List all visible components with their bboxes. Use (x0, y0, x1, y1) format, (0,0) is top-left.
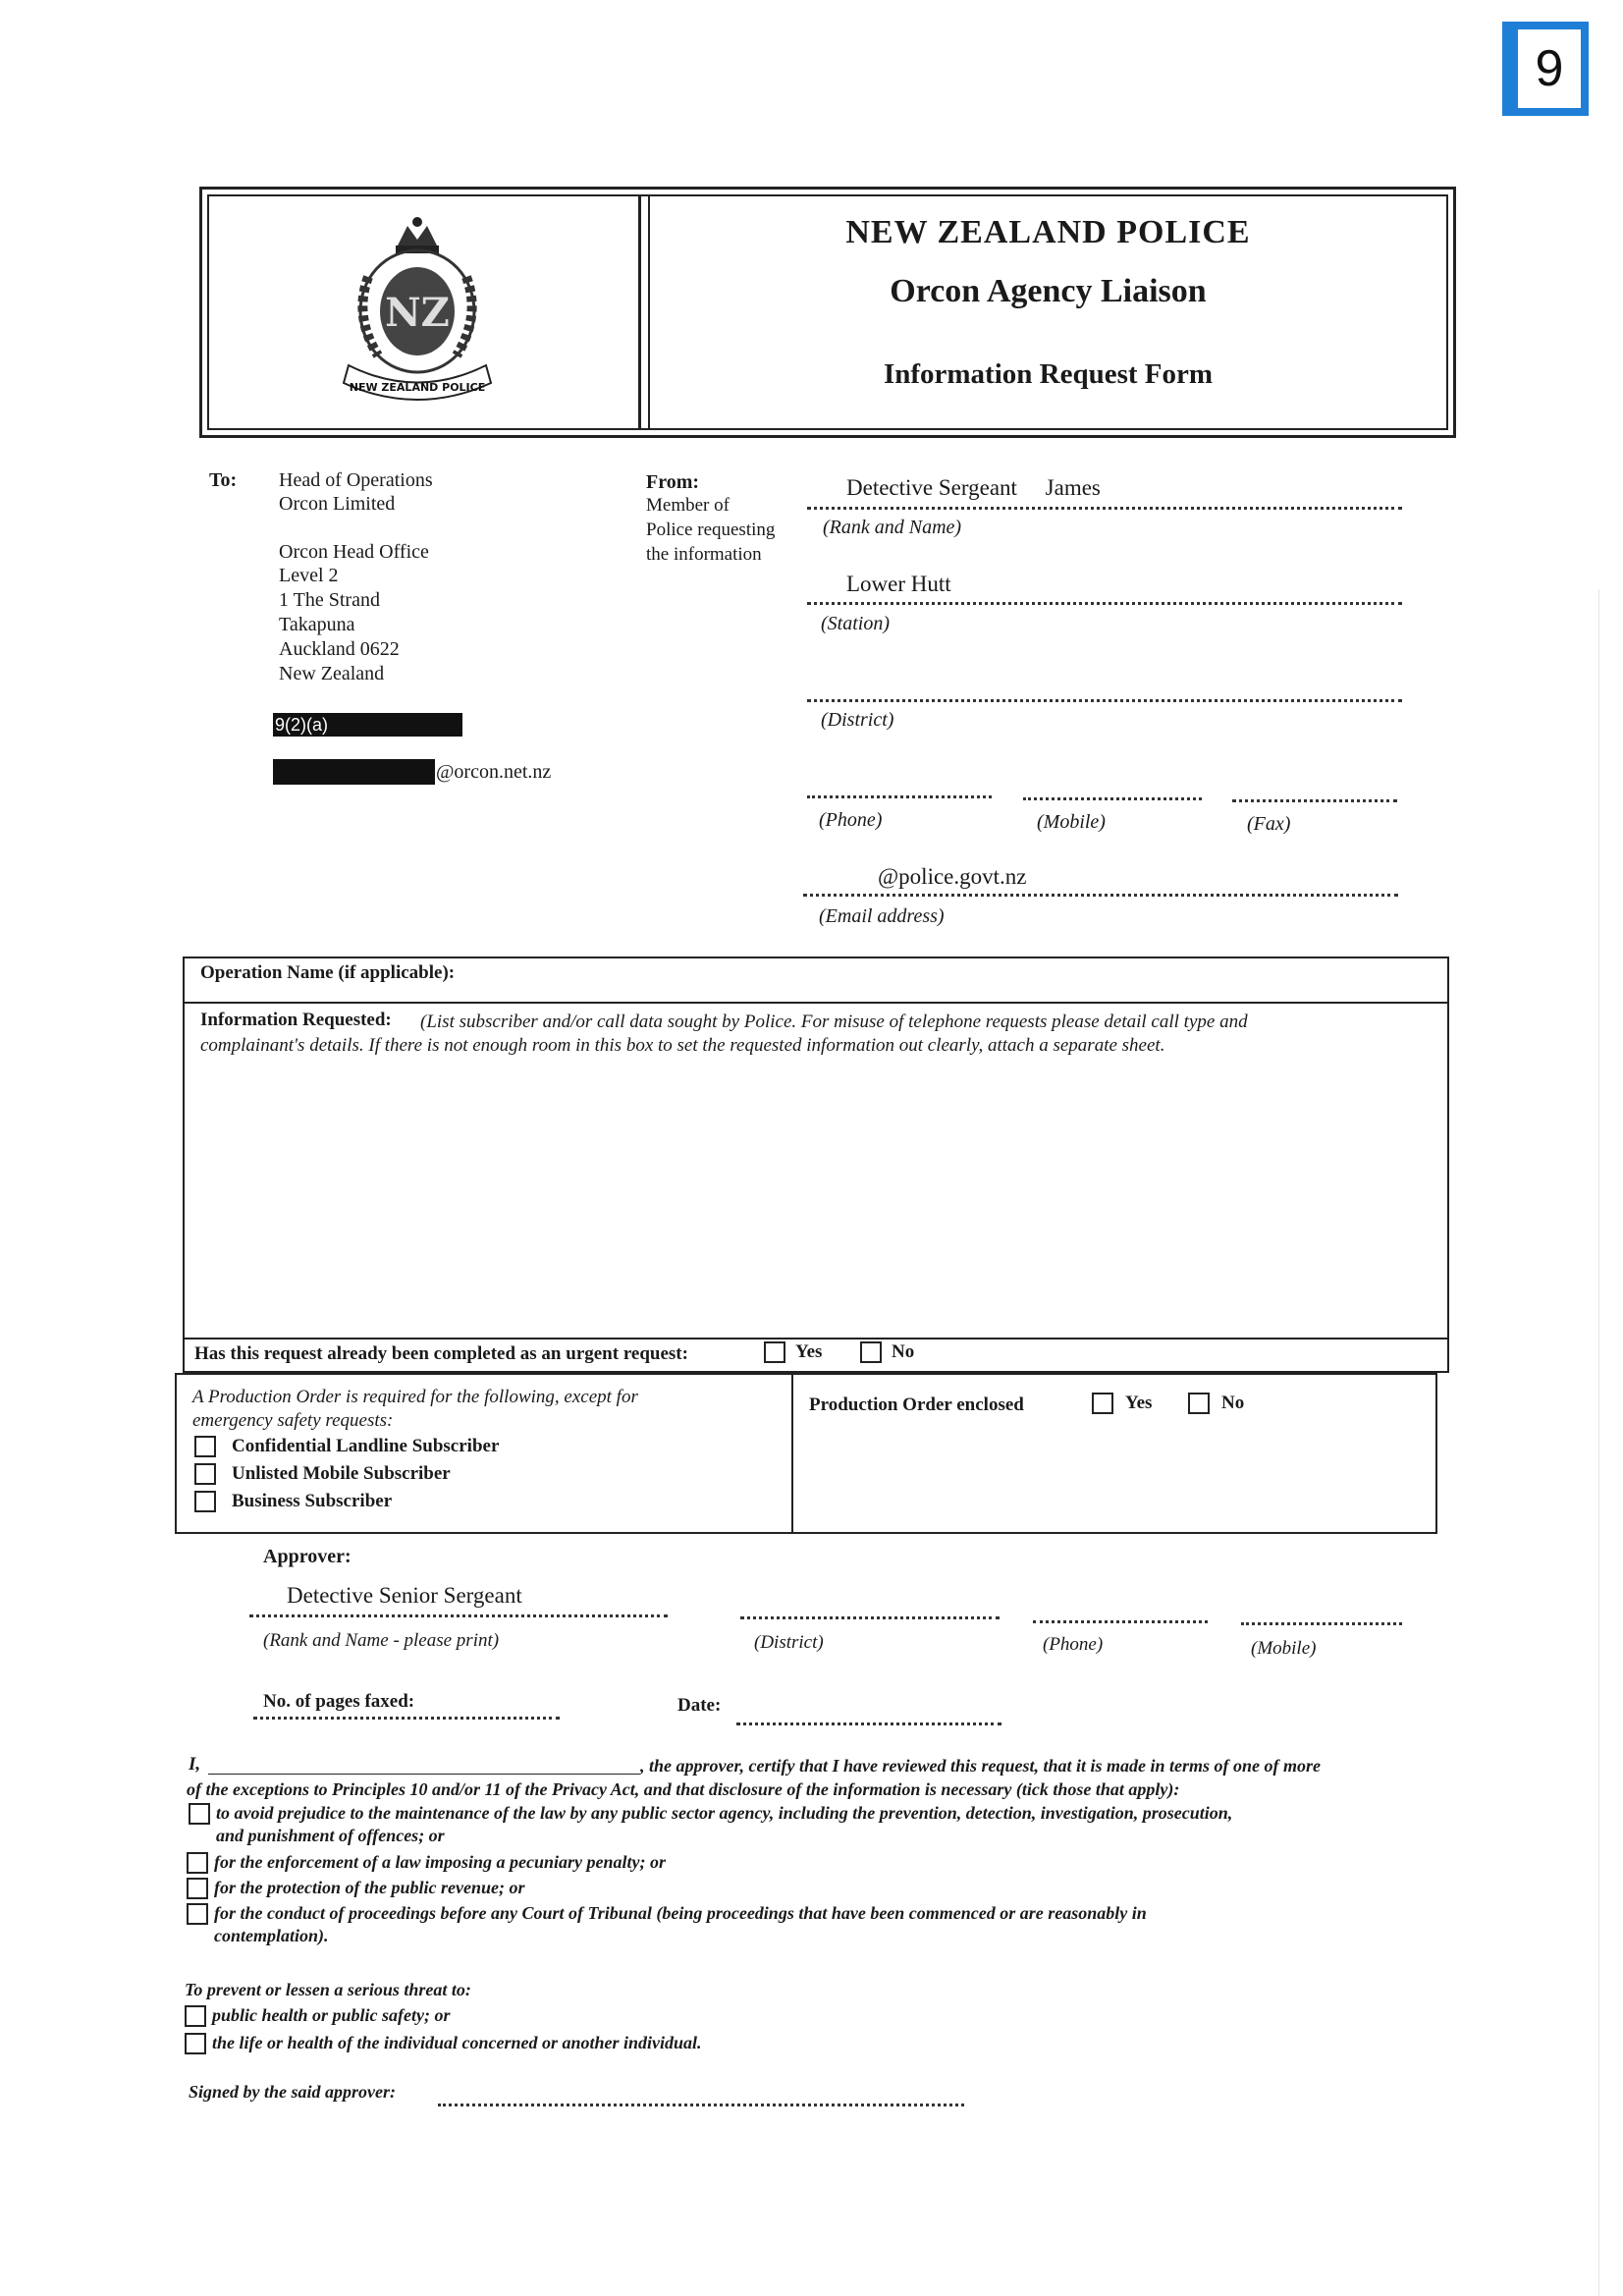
threat-option-1[interactable] (185, 2005, 451, 2027)
production-enclosed-no-checkbox[interactable] (1188, 1393, 1210, 1414)
production-note-2: emergency safety requests: (192, 1410, 394, 1431)
production-item-3-label: Business Subscriber (232, 1491, 393, 1511)
info-requested-text-1: (List subscriber and/or call data sought by Police. For misuse of telephone requests please detail call type and (420, 1011, 1248, 1032)
threat-option-2-checkbox[interactable] (185, 2033, 206, 2054)
cert-option-4[interactable] (187, 1903, 1147, 1946)
production-enclosed-no[interactable] (1188, 1393, 1244, 1414)
approver-mobile-line (1241, 1622, 1402, 1625)
pages-faxed-label: No. of pages faxed: (263, 1691, 415, 1712)
production-item-1-checkbox[interactable] (194, 1436, 216, 1457)
operation-name-label: Operation Name (if applicable): (200, 962, 456, 983)
urgent-yes[interactable] (764, 1341, 822, 1363)
address-line-4: Takapuna (279, 614, 355, 635)
cert-option-3[interactable] (187, 1878, 524, 1899)
from-mobile-caption: (Mobile) (1037, 811, 1106, 833)
header-subtitle: Orcon Agency Liaison (890, 273, 1207, 309)
threat-option-1-checkbox[interactable] (185, 2005, 206, 2027)
cert-prefix: I, (189, 1754, 201, 1775)
cert-option-2-label: for the enforcement of a law imposing a pecuniary penalty; or (214, 1852, 666, 1872)
address-line-3: 1 The Strand (279, 589, 380, 611)
date-label: Date: (677, 1695, 722, 1716)
operation-name-divider (183, 1002, 1449, 1004)
redaction-bar-2 (273, 759, 435, 785)
from-mobile-line (1023, 797, 1202, 800)
production-note-1: A Production Order is required for the following, except for (192, 1387, 638, 1407)
approver-label: Approver: (263, 1546, 352, 1567)
cert-option-3-checkbox[interactable] (187, 1878, 208, 1899)
cert-option-2[interactable] (187, 1852, 666, 1874)
page-number-inner (1518, 29, 1581, 108)
from-fax-line (1232, 799, 1397, 802)
from-station[interactable]: Lower Hutt (846, 572, 951, 596)
from-phone-caption: (Phone) (819, 809, 883, 831)
cert-option-1-line-1: to avoid prejudice to the maintenance of the law by any public sector agency, including the prevention, detection, investigation, prosecution, (216, 1803, 1233, 1823)
from-desc-3: the information (646, 544, 762, 565)
threat-option-2[interactable] (185, 2033, 702, 2054)
threat-label: To prevent or lessen a serious threat to: (185, 1980, 471, 1999)
from-rank-name[interactable]: Detective Sergeant James (846, 475, 1101, 500)
scan-edge-line (1598, 589, 1599, 2296)
page-number-badge (1502, 22, 1589, 116)
form-name: Information Request Form (883, 358, 1214, 390)
email-suffix: @orcon.net.nz (436, 761, 552, 783)
from-label: From: (646, 471, 700, 493)
urgent-yes-label: Yes (795, 1341, 823, 1362)
cert-option-4-line-2: contemplation). (214, 1926, 329, 1945)
production-item-2-checkbox[interactable] (194, 1463, 216, 1485)
production-enclosed-yes-label: Yes (1125, 1393, 1153, 1413)
info-requested-area[interactable] (196, 1061, 1435, 1336)
production-enclosed-label: Production Order enclosed (809, 1394, 1024, 1415)
header-divider (638, 194, 641, 430)
from-rank-name-line (807, 507, 1402, 510)
threat-option-1-label: public health or public safety; or (212, 2005, 451, 2025)
to-line-2: Orcon Limited (279, 493, 396, 515)
address-line-5: Auckland 0622 (279, 638, 400, 660)
svg-text:NZ: NZ (385, 290, 450, 336)
cert-option-2-checkbox[interactable] (187, 1852, 208, 1874)
address-line-6: New Zealand (279, 663, 385, 684)
urgent-no-label: No (892, 1341, 915, 1362)
production-item-3[interactable] (194, 1491, 392, 1512)
from-desc-2: Police requesting (646, 519, 776, 540)
pages-faxed-line (253, 1717, 560, 1720)
production-item-1[interactable] (194, 1436, 499, 1457)
from-email[interactable]: @police.govt.nz (878, 864, 1027, 889)
production-item-1-label: Confidential Landline Subscriber (232, 1436, 500, 1456)
production-item-2[interactable] (194, 1463, 451, 1485)
production-enclosed-yes-checkbox[interactable] (1092, 1393, 1113, 1414)
address-line-1: Orcon Head Office (279, 541, 429, 563)
approver-district-line (740, 1616, 1000, 1619)
from-district-line (807, 699, 1402, 702)
address-line-2: Level 2 (279, 565, 339, 586)
cert-option-4-checkbox[interactable] (187, 1903, 208, 1925)
police-seal-logo (334, 208, 501, 414)
seal-ribbon-text: NEW ZEALAND POLICE (349, 381, 486, 394)
production-enclosed-yes[interactable] (1092, 1393, 1152, 1414)
production-item-3-checkbox[interactable] (194, 1491, 216, 1512)
cert-text-2: of the exceptions to Principles 10 and/or 11 of the Privacy Act, and that disclosure of the information is necessary (tick those that apply): (187, 1779, 1180, 1799)
cert-text-1: , the approver, certify that I have reviewed this request, that it is made in terms of one of more (640, 1756, 1321, 1776)
urgent-yes-checkbox[interactable] (764, 1341, 785, 1363)
signed-label: Signed by the said approver: (189, 2082, 396, 2102)
info-requested-label: Information Requested: (200, 1010, 392, 1030)
page-number-text: 9 (1535, 40, 1564, 97)
urgent-no-checkbox[interactable] (860, 1341, 882, 1363)
cert-option-1-checkbox[interactable] (189, 1803, 210, 1825)
threat-option-2-label: the life or health of the individual concerned or another individual. (212, 2033, 702, 2052)
from-fax-caption: (Fax) (1247, 813, 1291, 835)
info-requested-text-2: complainant's details. If there is not enough room in this box to set the requested information out clearly, attach a separate sheet. (200, 1035, 1165, 1056)
approver-rank-name[interactable]: Detective Senior Sergeant (287, 1583, 522, 1608)
from-phone-line (807, 795, 992, 798)
cert-option-1-line-2: and punishment of offences; or (216, 1826, 445, 1845)
cert-option-1[interactable] (189, 1803, 1232, 1846)
approver-phone-caption: (Phone) (1043, 1634, 1104, 1655)
redaction-code: 9(2)(a) (275, 715, 329, 735)
urgent-row-divider (183, 1338, 1449, 1339)
production-item-2-label: Unlisted Mobile Subscriber (232, 1463, 451, 1484)
to-label: To: (209, 469, 238, 491)
header-title: NEW ZEALAND POLICE (845, 214, 1251, 250)
to-line-1: Head of Operations (279, 469, 433, 491)
from-desc-1: Member of (646, 495, 730, 516)
cert-name-line (208, 1774, 640, 1775)
cert-option-4-line-1: for the conduct of proceedings before any Court of Tribunal (being proceedings that have been commenced or are reasonably in (214, 1903, 1147, 1923)
production-enclosed-no-label: No (1221, 1393, 1245, 1413)
approver-rank-name-caption: (Rank and Name - please print) (263, 1630, 500, 1651)
approver-mobile-caption: (Mobile) (1251, 1638, 1317, 1659)
redaction-bar-1 (273, 713, 462, 737)
approver-rank-name-line (249, 1614, 668, 1617)
signature-line[interactable] (438, 2104, 964, 2106)
cert-option-3-label: for the protection of the public revenue; or (214, 1878, 525, 1897)
approver-phone-line (1033, 1620, 1208, 1623)
urgent-no[interactable] (860, 1341, 914, 1363)
approver-district-caption: (District) (754, 1632, 824, 1653)
from-email-line (803, 894, 1398, 897)
urgent-question: Has this request already been completed as an urgent request: (194, 1343, 688, 1364)
production-divider (791, 1373, 793, 1534)
from-email-caption: (Email address) (819, 905, 945, 927)
date-line (736, 1722, 1001, 1725)
from-station-line (807, 602, 1402, 605)
from-station-caption: (Station) (821, 613, 890, 634)
from-district-caption: (District) (821, 709, 894, 731)
from-rank-name-caption: (Rank and Name) (823, 517, 962, 538)
